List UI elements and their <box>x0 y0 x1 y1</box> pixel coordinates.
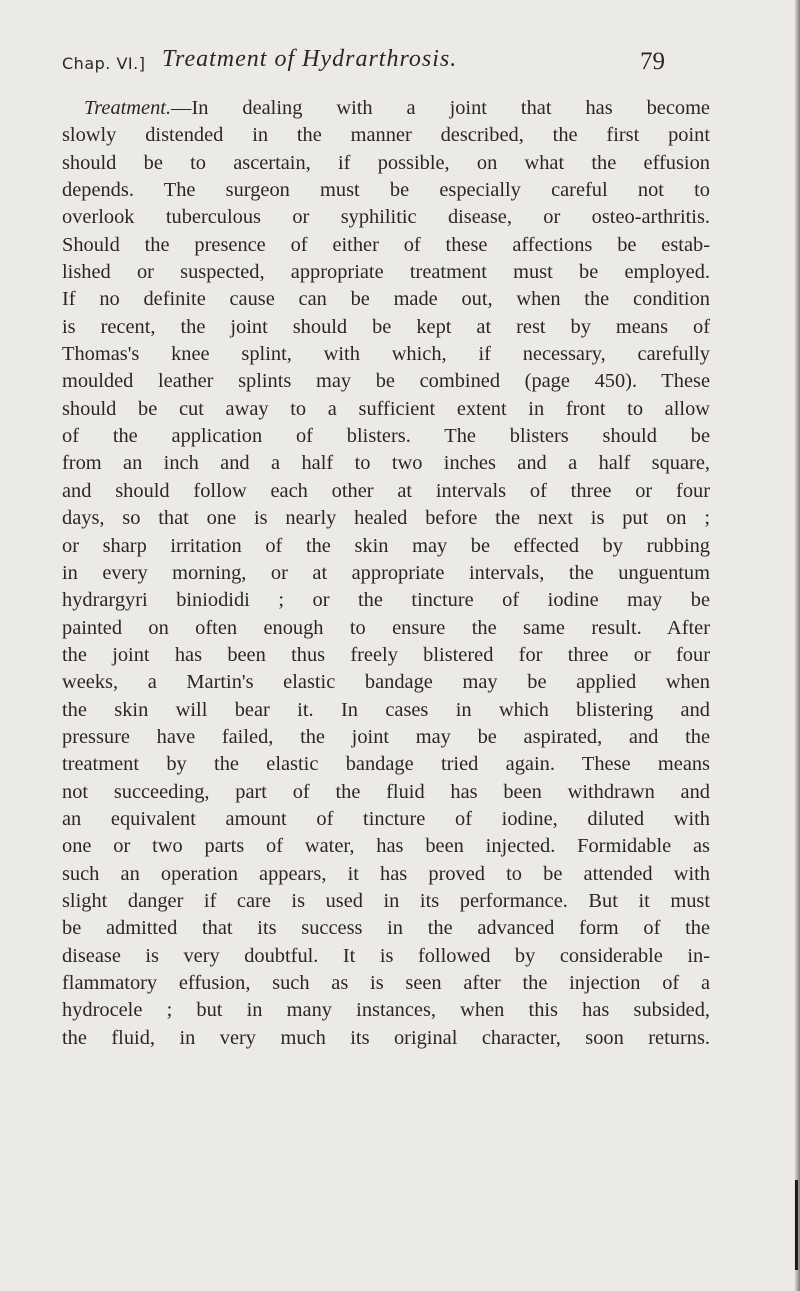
text-line: an equivalent amount of tincture of iodine, diluted with <box>62 807 710 830</box>
text-line: such an operation appears, it has proved to be attended with <box>62 862 710 885</box>
page-number: 79 <box>640 48 665 75</box>
text-line: the joint has been thus freely blistered for three or four <box>62 643 710 666</box>
text-line: or sharp irritation of the skin may be effected by rubbing <box>62 534 710 557</box>
paragraph-treatment <box>62 95 710 1052</box>
text-line: Should the presence of either of these affections be estab- <box>62 233 710 256</box>
text-line: hydrocele ; but in many instances, when this has subsided, <box>62 999 710 1022</box>
text-line: depends. The surgeon must be especially careful not to <box>62 179 710 202</box>
text-line <box>62 95 710 122</box>
running-head <box>62 46 702 86</box>
text-line: from an inch and a half to two inches and a half square, <box>62 452 710 475</box>
text-line: treatment by the elastic bandage tried again. These means <box>62 753 710 776</box>
text-line: in every morning, or at appropriate intervals, the unguentum <box>62 561 710 584</box>
text-line: should be cut away to a sufficient extent in front to allow <box>62 397 710 420</box>
text-line: of the application of blisters. The blisters should be <box>62 425 710 448</box>
text-line: painted on often enough to ensure the same result. After <box>62 616 710 639</box>
page-edge-shadow <box>794 0 800 1291</box>
text-line: slowly distended in the manner described, the first point <box>62 124 710 147</box>
text-line: pressure have failed, the joint may be aspirated, and the <box>62 725 710 748</box>
text-line: slight danger if care is used in its performance. But it must <box>62 889 710 912</box>
text-line: days, so that one is nearly healed before the next is put on ; <box>62 507 710 530</box>
text-line: weeks, a Martin's elastic bandage may be applied when <box>62 671 710 694</box>
text-line: disease is very doubtful. It is followed by considerable in- <box>62 944 710 967</box>
text-line: overlook tuberculous or syphilitic disease, or osteo-arthritis. <box>62 206 710 229</box>
text-line: flammatory effusion, such as is seen after the injection of a <box>62 972 710 994</box>
text-line: Thomas's knee splint, with which, if necessary, carefully <box>62 343 710 366</box>
text-line: the fluid, in very much its original character, soon returns. <box>62 1026 710 1049</box>
text-line: moulded leather splints may be combined (page 450). These <box>62 370 710 393</box>
running-title: Treatment of Hydrarthrosis. <box>162 46 458 72</box>
text-line: the skin will bear it. In cases in which blistering and <box>62 698 710 721</box>
text-line: and should follow each other at intervals of three or four <box>62 479 710 502</box>
text-line: is recent, the joint should be kept at rest by means of <box>62 315 710 338</box>
text-line: be admitted that its success in the advanced form of the <box>62 917 710 940</box>
text-line: hydrargyri biniodidi ; or the tincture of iodine may be <box>62 589 710 612</box>
page-edge-mark <box>795 1180 798 1270</box>
text-line: one or two parts of water, has been injected. Formidable as <box>62 835 710 858</box>
text-line: should be to ascertain, if possible, on what the effusion <box>62 151 710 174</box>
text-line-content: —In dealing with a joint that has become <box>171 97 710 119</box>
section-lead-in: Treatment. <box>84 97 172 119</box>
chapter-label: Chap. VI.] <box>62 54 146 73</box>
text-line: lished or suspected, appropriate treatment must be employed. <box>62 261 710 284</box>
text-line: not succeeding, part of the fluid has been withdrawn and <box>62 780 710 803</box>
text-line: If no definite cause can be made out, when the condition <box>62 288 710 311</box>
